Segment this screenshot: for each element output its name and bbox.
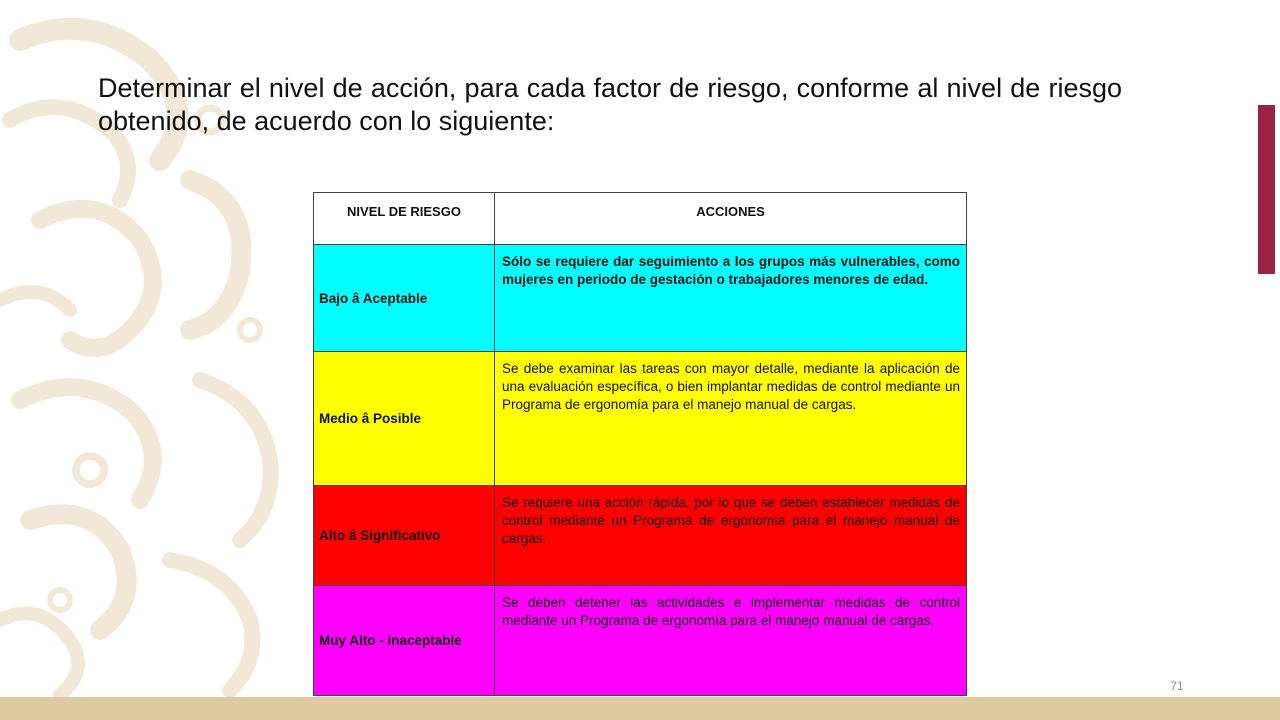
header-nivel-de-riesgo: NIVEL DE RIESGO xyxy=(314,193,495,245)
footer-band xyxy=(0,697,1280,720)
action-cell: Sólo se requiere dar seguimiento a los grupos más vulnerables, como mujeres en periodo de gestación o trabajadores menores de edad. xyxy=(495,245,967,352)
risk-level-cell: Bajo â Aceptable xyxy=(314,245,495,352)
table-row xyxy=(314,352,967,486)
action-cell: Se debe examinar las tareas con mayor detalle, mediante la aplicación de una evaluación específica, o bien implantar medidas de control mediante un Programa de ergonomía para el manejo manual de cargas. xyxy=(495,352,967,486)
action-cell: Se requiere una acción rápida, por lo que se deben establecer medidas de control mediante un Programa de ergonomía para el manejo manual de cargas. xyxy=(495,486,967,586)
table-row xyxy=(314,486,967,586)
table-row xyxy=(314,586,967,696)
risk-level-cell: Muy Alto - Inaceptable xyxy=(314,586,495,696)
risk-level-table xyxy=(313,192,967,696)
intro-text: Determinar el nivel de acción, para cada factor de riesgo, conforme al nivel de riesgo obtenido, de acuerdo con lo siguiente: xyxy=(98,73,1122,136)
risk-level-cell: Alto â Significativo xyxy=(314,486,495,586)
risk-level-cell: Medio â Posible xyxy=(314,352,495,486)
page-number: 71 xyxy=(1170,679,1184,693)
table-header-row xyxy=(314,193,967,245)
table-row xyxy=(314,245,967,352)
action-cell: Se deben detener las actividades e implementar medidas de control mediante un Programa de ergonomía para el manejo manual de cargas. xyxy=(495,586,967,696)
header-acciones: ACCIONES xyxy=(495,193,967,245)
accent-bar xyxy=(1258,105,1275,274)
